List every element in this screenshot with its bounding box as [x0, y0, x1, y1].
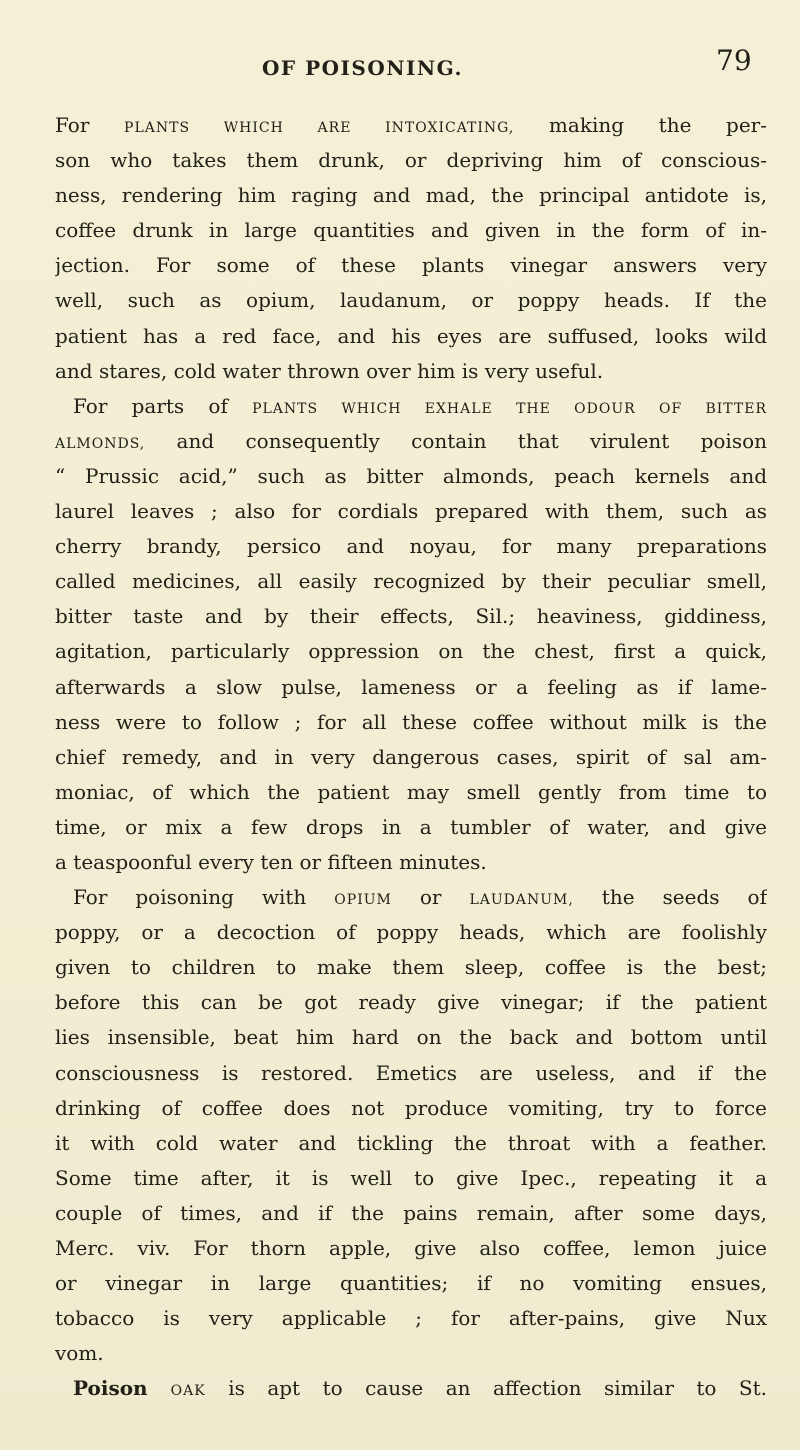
- text-segment: lies insensible, beat him hard on the back and bottom until: [55, 1025, 767, 1050]
- text-segment: vom.: [55, 1341, 104, 1366]
- text-segment: patient has a red face, and his eyes are suffused, looks wild: [55, 323, 767, 348]
- text-segment: making the per-: [514, 113, 767, 137]
- text-segment: well, such as opium, laudanum, or poppy heads. If the: [55, 288, 767, 313]
- text-line: [55, 1056, 767, 1091]
- text-line: [55, 354, 767, 389]
- text-line: [55, 915, 767, 950]
- text-line: [55, 1161, 767, 1196]
- text-segment: OAK: [170, 1383, 206, 1400]
- text-segment: is apt to cause an affection similar to St.: [205, 1376, 767, 1401]
- text-line: [55, 634, 767, 669]
- body-text: [55, 108, 767, 1406]
- text-segment: couple of times, and if the pains remain, after some days,: [55, 1200, 767, 1225]
- text-segment: it with cold water and tickling the throat with a feather.: [55, 1130, 767, 1155]
- text-segment: before this can be got ready give vinegar; if the patient: [55, 990, 767, 1015]
- text-line: [55, 599, 767, 634]
- text-segment: a teaspoonful every ten or fifteen minutes.: [55, 849, 487, 874]
- text-line: [55, 1126, 767, 1161]
- text-line: [55, 810, 767, 845]
- text-line: [55, 459, 767, 494]
- text-line: [55, 845, 767, 880]
- text-line: [55, 1336, 767, 1371]
- text-line: [55, 670, 767, 705]
- text-line: [55, 389, 767, 424]
- text-segment: For poisoning with: [73, 885, 335, 910]
- text-segment: and stares, cold water thrown over him is very useful.: [55, 358, 604, 383]
- text-segment: chief remedy, and in very dangerous cases, spirit of sal am-: [55, 744, 767, 769]
- text-segment: consciousness is restored. Emetics are useless, and if the: [55, 1060, 767, 1085]
- text-line: [55, 494, 767, 529]
- text-line: [55, 143, 767, 178]
- text-segment: laurel leaves ; also for cordials prepared with them, such as: [55, 499, 767, 524]
- text-segment: afterwards a slow pulse, lameness or a feeling as if lame-: [55, 674, 767, 699]
- text-segment: given to children to make them sleep, coffee is the best;: [55, 955, 767, 980]
- text-segment: ALMONDS,: [55, 435, 146, 452]
- text-line: [55, 319, 767, 354]
- text-segment: Merc. viv. For thorn apple, give also coffee, lemon juice: [55, 1236, 767, 1260]
- text-segment: poppy, or a decoction of poppy heads, which are foolishly: [55, 920, 767, 945]
- text-segment: called medicines, all easily recognized by their peculiar smell,: [55, 569, 767, 594]
- text-line: [55, 1091, 767, 1126]
- text-segment: “ Prussic acid,” such as bitter almonds, peach kernels and: [55, 463, 767, 488]
- text-segment: ness, rendering him raging and mad, the principal antidote is,: [55, 183, 767, 208]
- text-segment: or: [391, 885, 470, 910]
- text-segment: Some time after, it is well to give Ipec., repeating it a: [55, 1165, 767, 1190]
- text-line: [55, 775, 767, 810]
- text-line: [55, 564, 767, 599]
- text-segment: and consequently contain that virulent poison: [145, 428, 767, 453]
- text-segment: bitter taste and by their effects, Sil.; heaviness, giddiness,: [55, 604, 767, 629]
- text-segment: drinking of coffee does not produce vomiting, try to force: [55, 1095, 767, 1120]
- text-line: [55, 705, 767, 740]
- text-line: [55, 178, 767, 213]
- text-line: [55, 213, 767, 248]
- running-head: OF POISONING.: [262, 56, 464, 80]
- text-line: [55, 1301, 767, 1336]
- text-segment: For: [55, 113, 125, 137]
- text-line: [55, 880, 767, 915]
- text-segment: coffee drunk in large quantities and given in the form of in-: [55, 218, 767, 243]
- text-segment: LAUDANUM,: [469, 892, 574, 909]
- text-line: [55, 950, 767, 985]
- text-segment: moniac, of which the patient may smell gently from time to: [55, 779, 767, 804]
- text-segment: jection. For some of these plants vinegar answers very: [55, 253, 767, 278]
- text-line: [55, 1231, 767, 1266]
- text-line: [55, 529, 767, 564]
- text-segment: the seeds of: [573, 885, 767, 910]
- text-segment: Poison: [73, 1376, 171, 1401]
- text-line: [55, 424, 767, 459]
- text-segment: PLANTS WHICH EXHALE THE ODOUR OF BITTER: [252, 400, 767, 417]
- text-line: [55, 985, 767, 1020]
- text-line: [55, 108, 767, 143]
- text-segment: son who takes them drunk, or depriving him of conscious-: [55, 148, 767, 173]
- text-line: [55, 1020, 767, 1055]
- text-segment: cherry brandy, persico and noyau, for many preparations: [55, 534, 767, 559]
- text-line: [55, 283, 767, 318]
- text-line: [55, 248, 767, 283]
- text-segment: tobacco is very applicable ; for after-pains, give Nux: [55, 1306, 767, 1331]
- text-line: [55, 1196, 767, 1231]
- text-segment: PLANTS WHICH ARE INTOXICATING,: [124, 120, 515, 136]
- text-segment: ness were to follow ; for all these coffee without milk is the: [55, 709, 767, 734]
- page-number: 79: [716, 44, 752, 77]
- text-line: [55, 740, 767, 775]
- text-segment: For parts of: [73, 393, 253, 418]
- text-segment: or vinegar in large quantities; if no vomiting ensues,: [55, 1271, 767, 1296]
- text-segment: OPIUM: [334, 892, 392, 909]
- text-line: [55, 1371, 767, 1406]
- text-segment: time, or mix a few drops in a tumbler of water, and give: [55, 814, 767, 839]
- text-segment: agitation, particularly oppression on the chest, first a quick,: [55, 639, 767, 664]
- text-line: [55, 1266, 767, 1301]
